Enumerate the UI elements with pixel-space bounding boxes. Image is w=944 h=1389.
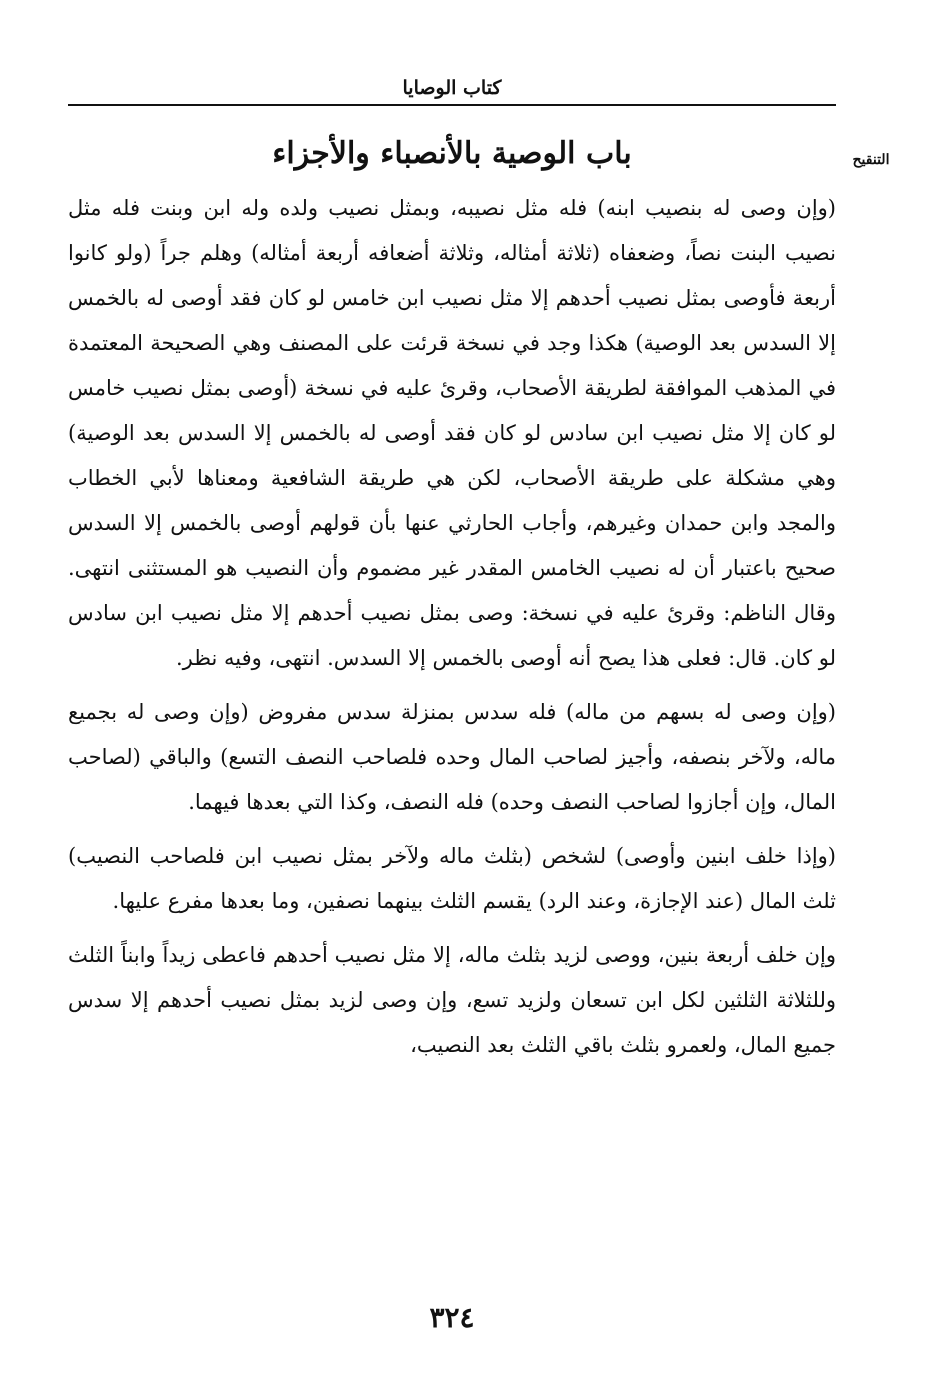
body-text [68, 186, 836, 1077]
page-number: ٣٢٤ [429, 1301, 475, 1334]
running-header: كتاب الوصايا [402, 77, 502, 99]
paragraph-4: وإن خلف أربعة بنين، ووصى لزيد بثلث ماله، إلا مثل نصيب أحدهم فاعطى زيداً وابناً الثلث وللثلاثة الثلثين لكل ابن تسعان ولزيد تسع، وإن وصى لزيد بمثل نصيب أحدهم إلا سدس جميع المال، ولعمرو بثلث باقي الثلث بعد النصيب، [68, 943, 836, 1057]
paragraph-2: (وإن وصى له بسهم من ماله) فله سدس بمنزلة سدس مفروض (وإن وصى له بجميع ماله، ولآخر بنصفه، وأجيز لصاحب المال وحده فلصاحب النصف التسع) والباقي (لصاحب المال، وإن أجازوا لصاحب النصف وحده) فله النصف، وكذا التي بعدها فيهما. [68, 700, 836, 814]
paragraph-3: (وإذا خلف ابنين وأوصى) لشخص (بثلث ماله ولآخر بمثل نصيب ابن فلصاحب النصيب) ثلث المال (عند الإجازة، وعند الرد) يقسم الثلث بينهما نصفين، وما بعدها مفرع عليها. [68, 844, 836, 913]
paragraph-1: (وإن وصى له بنصيب ابنه) فله مثل نصيبه، وبمثل نصيب ولده وله ابن وبنت فله مثل نصيب البنت نصاً، وضعفاه (ثلاثة أمثاله، وثلاثة أضعافه أربعة أمثاله) وهلم جراً (ولو كانوا أربعة فأوصى بمثل نصيب أحدهم إلا مثل نصيب ابن خامس لو كان فقد أوصى له بالخمس إلا السدس بعد الوصية) هكذا وجد في نسخة قرئت على المصنف وهي الصحيحة المعتمدة في المذهب الموافقة لطريقة الأصحاب، وقرئ عليه في نسخة (أوصى بمثل نصيب خامس لو كان إلا مثل نصيب ابن سادس لو كان فقد أوصى له بالخمس إلا السدس بعد الوصية) وهي مشكلة على طريقة الأصحاب، لكن هي طريقة الشافعية ومعناها لأبي الخطاب والمجد وابن حمدان وغيرهم، وأجاب الحارثي عنها بأن قولهم أوصى بالخمس إلا السدس صحيح باعتبار أن له نصيب الخامس المقدر غير مضموم وأن النصيب هو المستثنى انتهى. وقال الناظم: وقرئ عليه في نسخة: وصى بمثل نصيب أحدهم إلا مثل نصيب ابن سادس لو كان. قال: فعلى هذا يصح أنه أوصى بالخمس إلا السدس. انتهى، وفيه نظر. [68, 196, 836, 670]
margin-note: التنقيح [852, 152, 890, 168]
header-rule [68, 104, 836, 106]
chapter-title: باب الوصية بالأنصباء والأجزاء [272, 136, 632, 171]
